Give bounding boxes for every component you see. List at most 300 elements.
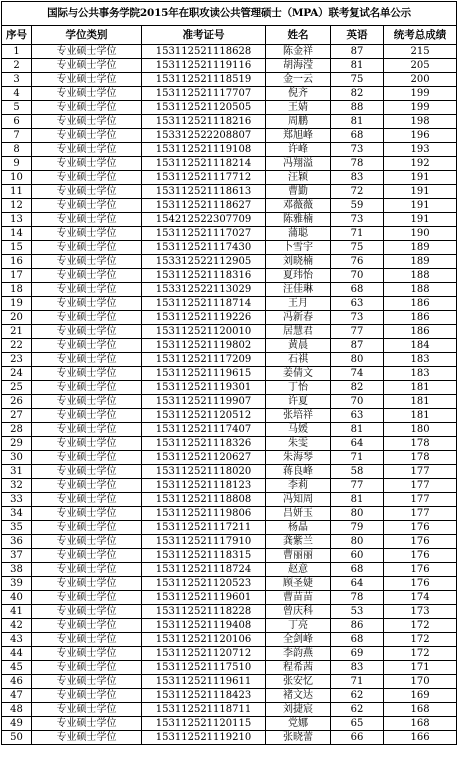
- cell-total-score: 186: [384, 311, 457, 325]
- cell-total-score: 186: [384, 297, 457, 311]
- cell-english: 87: [331, 339, 384, 353]
- table-row: [2, 605, 457, 619]
- table-row: [2, 619, 457, 633]
- cell-total-score: 193: [384, 143, 457, 157]
- cell-total-score: 176: [384, 535, 457, 549]
- cell-degree-type: 专业硕士学位: [32, 591, 142, 605]
- cell-name: 刘晓楠: [266, 255, 331, 269]
- cell-english: 68: [331, 633, 384, 647]
- cell-index: 21: [2, 325, 32, 339]
- cell-exam-id: 153112521117027: [142, 227, 266, 241]
- cell-total-score: 172: [384, 647, 457, 661]
- table-row: [2, 409, 457, 423]
- table-row: [2, 269, 457, 283]
- cell-total-score: 192: [384, 157, 457, 171]
- cell-degree-type: 专业硕士学位: [32, 45, 142, 59]
- cell-english: 78: [331, 157, 384, 171]
- cell-degree-type: 专业硕士学位: [32, 675, 142, 689]
- cell-total-score: 188: [384, 283, 457, 297]
- cell-english: 71: [331, 675, 384, 689]
- cell-index: 35: [2, 521, 32, 535]
- cell-exam-id: 153112521119301: [142, 381, 266, 395]
- table-row: [2, 437, 457, 451]
- cell-english: 77: [331, 325, 384, 339]
- cell-index: 42: [2, 619, 32, 633]
- cell-degree-type: 专业硕士学位: [32, 451, 142, 465]
- cell-total-score: 171: [384, 661, 457, 675]
- cell-degree-type: 专业硕士学位: [32, 493, 142, 507]
- cell-total-score: 173: [384, 605, 457, 619]
- cell-index: 13: [2, 213, 32, 227]
- cell-name: 李莉: [266, 479, 331, 493]
- cell-english: 70: [331, 395, 384, 409]
- cell-english: 71: [331, 451, 384, 465]
- cell-exam-id: 153112521118519: [142, 73, 266, 87]
- cell-total-score: 181: [384, 409, 457, 423]
- cell-english: 68: [331, 129, 384, 143]
- table-row: [2, 633, 457, 647]
- table-row: [2, 731, 457, 745]
- cell-english: 76: [331, 255, 384, 269]
- cell-name: 王月: [266, 297, 331, 311]
- cell-name: 周鹏: [266, 115, 331, 129]
- table-row: [2, 87, 457, 101]
- cell-exam-id: 153112521120523: [142, 577, 266, 591]
- cell-exam-id: 153112521117407: [142, 423, 266, 437]
- cell-english: 88: [331, 101, 384, 115]
- cell-english: 69: [331, 647, 384, 661]
- cell-degree-type: 专业硕士学位: [32, 185, 142, 199]
- cell-exam-id: 153112521119615: [142, 367, 266, 381]
- cell-name: 顾圣婕: [266, 577, 331, 591]
- cell-index: 44: [2, 647, 32, 661]
- cell-total-score: 180: [384, 423, 457, 437]
- cell-index: 26: [2, 395, 32, 409]
- cell-english: 78: [331, 591, 384, 605]
- cell-index: 43: [2, 633, 32, 647]
- cell-total-score: 178: [384, 451, 457, 465]
- cell-name: 赵意: [266, 563, 331, 577]
- cell-index: 2: [2, 59, 32, 73]
- cell-index: 20: [2, 311, 32, 325]
- cell-english: 63: [331, 297, 384, 311]
- cell-total-score: 176: [384, 549, 457, 563]
- cell-name: 冯翔溢: [266, 157, 331, 171]
- cell-exam-id: 154212522307709: [142, 213, 266, 227]
- cell-total-score: 181: [384, 381, 457, 395]
- cell-total-score: 177: [384, 465, 457, 479]
- cell-name: 褚文达: [266, 689, 331, 703]
- cell-index: 12: [2, 199, 32, 213]
- table-row: [2, 479, 457, 493]
- table-row: [2, 101, 457, 115]
- cell-index: 15: [2, 241, 32, 255]
- cell-exam-id: 153112521118316: [142, 269, 266, 283]
- cell-exam-id: 153112521118326: [142, 437, 266, 451]
- cell-name: 冯知周: [266, 493, 331, 507]
- cell-english: 63: [331, 409, 384, 423]
- cell-name: 曾庆科: [266, 605, 331, 619]
- cell-english: 75: [331, 241, 384, 255]
- table-row: [2, 59, 457, 73]
- cell-index: 5: [2, 101, 32, 115]
- table-row: [2, 283, 457, 297]
- cell-name: 程希茜: [266, 661, 331, 675]
- cell-english: 75: [331, 73, 384, 87]
- cell-name: 胡海滢: [266, 59, 331, 73]
- cell-name: 金一云: [266, 73, 331, 87]
- cell-total-score: 215: [384, 45, 457, 59]
- cell-exam-id: 153112521120115: [142, 717, 266, 731]
- cell-name: 全剑峰: [266, 633, 331, 647]
- cell-name: 丁亮: [266, 619, 331, 633]
- cell-total-score: 177: [384, 479, 457, 493]
- cell-english: 68: [331, 283, 384, 297]
- cell-name: 王婧: [266, 101, 331, 115]
- cell-index: 32: [2, 479, 32, 493]
- cell-total-score: 205: [384, 59, 457, 73]
- cell-name: 姜倩文: [266, 367, 331, 381]
- cell-exam-id: 153112521119907: [142, 395, 266, 409]
- cell-total-score: 189: [384, 241, 457, 255]
- cell-total-score: 170: [384, 675, 457, 689]
- table-row: [2, 367, 457, 381]
- cell-name: 张安忆: [266, 675, 331, 689]
- cell-degree-type: 专业硕士学位: [32, 143, 142, 157]
- cell-total-score: 191: [384, 213, 457, 227]
- cell-exam-id: 153112521118228: [142, 605, 266, 619]
- cell-english: 81: [331, 493, 384, 507]
- cell-index: 23: [2, 353, 32, 367]
- cell-total-score: 178: [384, 437, 457, 451]
- cell-index: 47: [2, 689, 32, 703]
- cell-degree-type: 专业硕士学位: [32, 101, 142, 115]
- cell-exam-id: 153112521117910: [142, 535, 266, 549]
- cell-total-score: 168: [384, 703, 457, 717]
- cell-english: 64: [331, 437, 384, 451]
- cell-degree-type: 专业硕士学位: [32, 717, 142, 731]
- cell-name: 曹苗苗: [266, 591, 331, 605]
- column-header-total-score: 统考总成绩: [384, 26, 457, 45]
- cell-index: 4: [2, 87, 32, 101]
- cell-exam-id: 153112521120010: [142, 325, 266, 339]
- cell-index: 25: [2, 381, 32, 395]
- cell-degree-type: 专业硕士学位: [32, 633, 142, 647]
- cell-degree-type: 专业硕士学位: [32, 479, 142, 493]
- cell-degree-type: 专业硕士学位: [32, 465, 142, 479]
- cell-exam-id: 153112521117211: [142, 521, 266, 535]
- cell-total-score: 191: [384, 185, 457, 199]
- applicant-table: [1, 1, 457, 745]
- cell-name: 杨晶: [266, 521, 331, 535]
- cell-name: 倪齐: [266, 87, 331, 101]
- cell-name: 马媛: [266, 423, 331, 437]
- cell-exam-id: 153112521118628: [142, 45, 266, 59]
- cell-degree-type: 专业硕士学位: [32, 395, 142, 409]
- cell-english: 81: [331, 423, 384, 437]
- cell-total-score: 177: [384, 507, 457, 521]
- cell-english: 70: [331, 269, 384, 283]
- cell-index: 16: [2, 255, 32, 269]
- cell-exam-id: 153112521119806: [142, 507, 266, 521]
- cell-index: 30: [2, 451, 32, 465]
- cell-exam-id: 153112521118315: [142, 549, 266, 563]
- cell-degree-type: 专业硕士学位: [32, 325, 142, 339]
- cell-english: 73: [331, 311, 384, 325]
- table-row: [2, 143, 457, 157]
- table-row: [2, 157, 457, 171]
- table-body: [2, 45, 457, 745]
- cell-english: 80: [331, 535, 384, 549]
- table-row: [2, 507, 457, 521]
- cell-english: 71: [331, 227, 384, 241]
- cell-degree-type: 专业硕士学位: [32, 87, 142, 101]
- cell-exam-id: 153112521118711: [142, 703, 266, 717]
- cell-name: 居慧君: [266, 325, 331, 339]
- cell-total-score: 188: [384, 269, 457, 283]
- cell-exam-id: 153112521120627: [142, 451, 266, 465]
- cell-name: 丁怡: [266, 381, 331, 395]
- cell-english: 82: [331, 87, 384, 101]
- cell-english: 72: [331, 185, 384, 199]
- cell-degree-type: 专业硕士学位: [32, 171, 142, 185]
- cell-degree-type: 专业硕士学位: [32, 381, 142, 395]
- cell-degree-type: 专业硕士学位: [32, 339, 142, 353]
- cell-index: 7: [2, 129, 32, 143]
- table-row: [2, 465, 457, 479]
- table-row: [2, 185, 457, 199]
- cell-exam-id: 153112521118020: [142, 465, 266, 479]
- cell-total-score: 199: [384, 101, 457, 115]
- cell-degree-type: 专业硕士学位: [32, 255, 142, 269]
- cell-name: 吕妍玉: [266, 507, 331, 521]
- cell-index: 29: [2, 437, 32, 451]
- table-row: [2, 577, 457, 591]
- cell-degree-type: 专业硕士学位: [32, 535, 142, 549]
- cell-degree-type: 专业硕士学位: [32, 577, 142, 591]
- table-row: [2, 675, 457, 689]
- cell-name: 石祺: [266, 353, 331, 367]
- cell-index: 37: [2, 549, 32, 563]
- cell-total-score: 181: [384, 395, 457, 409]
- cell-name: 郑旭峰: [266, 129, 331, 143]
- cell-english: 65: [331, 717, 384, 731]
- cell-total-score: 176: [384, 577, 457, 591]
- cell-name: 许峰: [266, 143, 331, 157]
- cell-total-score: 166: [384, 731, 457, 745]
- cell-english: 59: [331, 199, 384, 213]
- cell-total-score: 172: [384, 619, 457, 633]
- cell-total-score: 183: [384, 367, 457, 381]
- cell-name: 曹勤: [266, 185, 331, 199]
- cell-exam-id: 153112521118808: [142, 493, 266, 507]
- cell-total-score: 200: [384, 73, 457, 87]
- cell-exam-id: 153112521118724: [142, 563, 266, 577]
- cell-name: 朱雯: [266, 437, 331, 451]
- cell-index: 45: [2, 661, 32, 675]
- cell-exam-id: 153112521119226: [142, 311, 266, 325]
- cell-english: 87: [331, 45, 384, 59]
- cell-index: 34: [2, 507, 32, 521]
- cell-english: 64: [331, 577, 384, 591]
- table-row: [2, 689, 457, 703]
- cell-degree-type: 专业硕士学位: [32, 199, 142, 213]
- cell-name: 汪佳琳: [266, 283, 331, 297]
- cell-index: 10: [2, 171, 32, 185]
- cell-index: 1: [2, 45, 32, 59]
- cell-index: 46: [2, 675, 32, 689]
- cell-exam-id: 153112521118123: [142, 479, 266, 493]
- cell-index: 49: [2, 717, 32, 731]
- cell-exam-id: 153312522113029: [142, 283, 266, 297]
- table-row: [2, 381, 457, 395]
- cell-degree-type: 专业硕士学位: [32, 353, 142, 367]
- cell-degree-type: 专业硕士学位: [32, 549, 142, 563]
- table-row: [2, 395, 457, 409]
- cell-degree-type: 专业硕士学位: [32, 409, 142, 423]
- table-row: [2, 73, 457, 87]
- table-row: [2, 339, 457, 353]
- cell-exam-id: 153112521120505: [142, 101, 266, 115]
- cell-degree-type: 专业硕士学位: [32, 647, 142, 661]
- cell-english: 80: [331, 507, 384, 521]
- cell-index: 36: [2, 535, 32, 549]
- cell-english: 62: [331, 689, 384, 703]
- cell-name: 曹丽丽: [266, 549, 331, 563]
- table-row: [2, 213, 457, 227]
- cell-english: 86: [331, 619, 384, 633]
- cell-degree-type: 专业硕士学位: [32, 605, 142, 619]
- table-row: [2, 45, 457, 59]
- table-row: [2, 325, 457, 339]
- table-row: [2, 493, 457, 507]
- table-row: [2, 451, 457, 465]
- cell-name: 夏玮怡: [266, 269, 331, 283]
- cell-total-score: 172: [384, 633, 457, 647]
- cell-degree-type: 专业硕士学位: [32, 157, 142, 171]
- cell-exam-id: 153112521118423: [142, 689, 266, 703]
- cell-degree-type: 专业硕士学位: [32, 269, 142, 283]
- cell-english: 81: [331, 59, 384, 73]
- cell-index: 24: [2, 367, 32, 381]
- cell-index: 28: [2, 423, 32, 437]
- cell-exam-id: 153112521119611: [142, 675, 266, 689]
- cell-total-score: 184: [384, 339, 457, 353]
- cell-index: 18: [2, 283, 32, 297]
- cell-degree-type: 专业硕士学位: [32, 437, 142, 451]
- table-row: [2, 535, 457, 549]
- cell-index: 14: [2, 227, 32, 241]
- cell-english: 73: [331, 143, 384, 157]
- cell-exam-id: 153112521120106: [142, 633, 266, 647]
- cell-degree-type: 专业硕士学位: [32, 115, 142, 129]
- table-row: [2, 521, 457, 535]
- cell-name: 陈雅楠: [266, 213, 331, 227]
- cell-english: 62: [331, 703, 384, 717]
- cell-name: 李韵燕: [266, 647, 331, 661]
- cell-degree-type: 专业硕士学位: [32, 227, 142, 241]
- cell-name: 张培祥: [266, 409, 331, 423]
- table-row: [2, 703, 457, 717]
- cell-english: 73: [331, 213, 384, 227]
- cell-total-score: 174: [384, 591, 457, 605]
- page-title: 国际与公共事务学院2015年在职攻读公共管理硕士（MPA）联考复试名单公示: [2, 2, 457, 26]
- cell-index: 48: [2, 703, 32, 717]
- column-header-name: 姓名: [266, 26, 331, 45]
- cell-name: 龚紫兰: [266, 535, 331, 549]
- cell-name: 党娜: [266, 717, 331, 731]
- table-row: [2, 311, 457, 325]
- cell-index: 17: [2, 269, 32, 283]
- cell-degree-type: 专业硕士学位: [32, 619, 142, 633]
- cell-index: 19: [2, 297, 32, 311]
- cell-total-score: 177: [384, 493, 457, 507]
- cell-english: 68: [331, 563, 384, 577]
- cell-index: 3: [2, 73, 32, 87]
- cell-english: 74: [331, 367, 384, 381]
- cell-degree-type: 专业硕士学位: [32, 507, 142, 521]
- cell-index: 38: [2, 563, 32, 577]
- column-header-english: 英语: [331, 26, 384, 45]
- cell-degree-type: 专业硕士学位: [32, 689, 142, 703]
- cell-degree-type: 专业硕士学位: [32, 297, 142, 311]
- cell-english: 53: [331, 605, 384, 619]
- cell-index: 22: [2, 339, 32, 353]
- cell-exam-id: 153112521119408: [142, 619, 266, 633]
- cell-index: 39: [2, 577, 32, 591]
- table-row: [2, 661, 457, 675]
- table-row: [2, 227, 457, 241]
- column-header-exam-id: 准考证号: [142, 26, 266, 45]
- cell-exam-id: 153112521119108: [142, 143, 266, 157]
- table-row: [2, 549, 457, 563]
- cell-degree-type: 专业硕士学位: [32, 311, 142, 325]
- cell-name: 黄晨: [266, 339, 331, 353]
- cell-exam-id: 153112521118216: [142, 115, 266, 129]
- cell-index: 31: [2, 465, 32, 479]
- cell-name: 邓薇薇: [266, 199, 331, 213]
- table-row: [2, 717, 457, 731]
- cell-exam-id: 153112521118613: [142, 185, 266, 199]
- cell-exam-id: 153112521117707: [142, 87, 266, 101]
- table-row: [2, 423, 457, 437]
- table-row: [2, 241, 457, 255]
- cell-total-score: 168: [384, 717, 457, 731]
- cell-english: 58: [331, 465, 384, 479]
- cell-english: 80: [331, 353, 384, 367]
- table-row: [2, 115, 457, 129]
- cell-index: 9: [2, 157, 32, 171]
- table-row: [2, 129, 457, 143]
- table-row: [2, 353, 457, 367]
- cell-total-score: 189: [384, 255, 457, 269]
- column-header-degree-type: 学位类别: [32, 26, 142, 45]
- cell-english: 77: [331, 479, 384, 493]
- cell-exam-id: 153112521117510: [142, 661, 266, 675]
- cell-exam-id: 153112521119802: [142, 339, 266, 353]
- cell-degree-type: 专业硕士学位: [32, 73, 142, 87]
- cell-index: 41: [2, 605, 32, 619]
- cell-english: 81: [331, 115, 384, 129]
- cell-degree-type: 专业硕士学位: [32, 241, 142, 255]
- cell-name: 张晓蕾: [266, 731, 331, 745]
- cell-exam-id: 153112521120512: [142, 409, 266, 423]
- table-row: [2, 199, 457, 213]
- cell-degree-type: 专业硕士学位: [32, 563, 142, 577]
- cell-name: 陈金祥: [266, 45, 331, 59]
- cell-exam-id: 153112521118627: [142, 199, 266, 213]
- table-row: [2, 297, 457, 311]
